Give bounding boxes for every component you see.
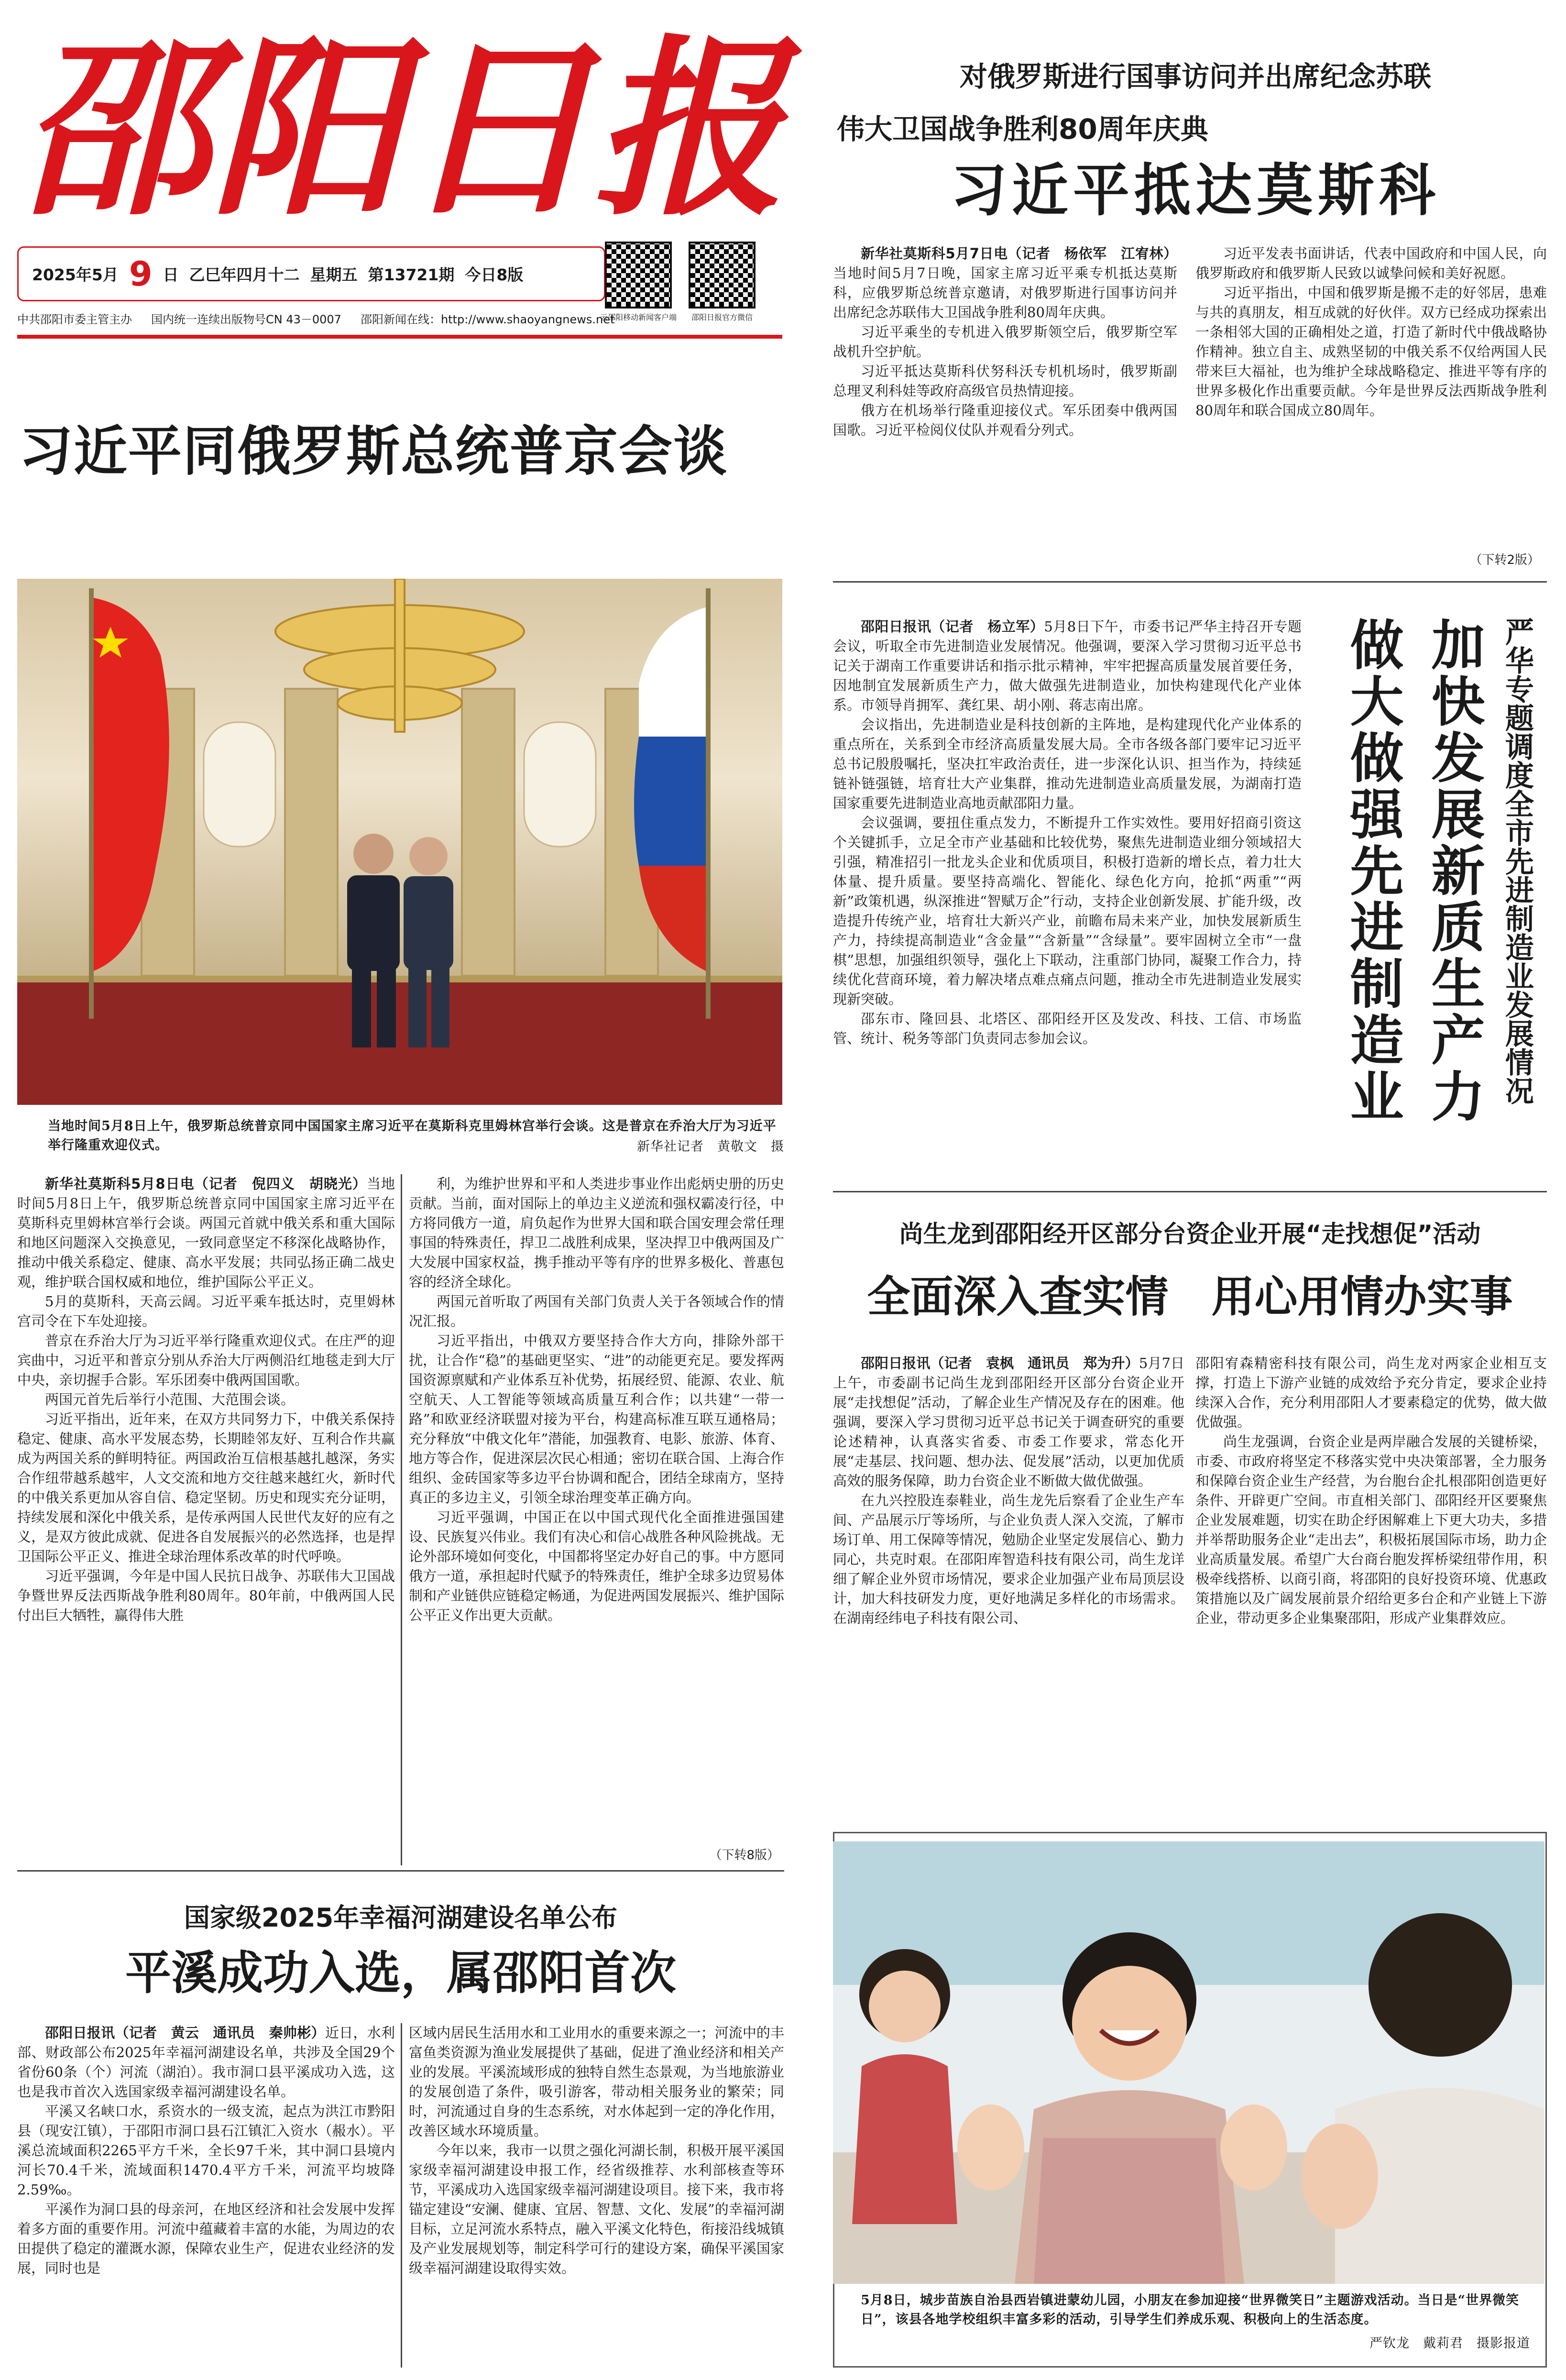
zone-kicker: 尚生龙到邵阳经开区部分台资企业开展“走找想促”活动: [899, 1220, 1481, 1248]
logo-char: 报: [593, 17, 784, 242]
talks-lead: 新华社莫斯科5月8日电（记者 倪四义 胡晓光）: [45, 1176, 367, 1192]
manufacturing-headline-2: 做大做强先进制造业: [1341, 617, 1404, 1125]
masthead-logo: [19, 17, 784, 242]
page-count: 今日8版: [465, 265, 524, 284]
talks-col-1: 新华社莫斯科5月8日电（记者 倪四义 胡晓光）当地时间5月8日上午，俄罗斯总统普京同中国国家主席习近平在莫斯科克里姆林宫举行会谈。两国元首就中俄关系和重大国际和地区问题深入交换意见，一致同意坚定不移深化战略协作，推动中俄关系稳定、健康、高水平发展；共同弘扬正确二战史观，维护联合国权威和地位，维护国际公平正义。 5月的莫斯科，天高云阔。习近平乘车抵达时，克里姆林宫司令在下车处迎接。 普京在乔治大厅为习近平举行隆重欢迎仪式。在庄严的迎宾曲中，习近平和普京分别从乔治大厅两侧沿红地毯走到大厅中央，亲切握手合影。军乐团奏中俄两国国歌。 两国元首先后举行小范围、大范围会谈。 习近平指出，近年来，在双方共同努力下，中俄关系保持稳定、健康、高水平发展态势，长期睦邻友好、互利合作共赢成为两国关系的鲜明特征。两国政治互信根基越扎越深，务实合作纽带越系越牢，人文交流和地方交往越来越红火，新时代的中俄关系更加从容自信、稳定坚韧。历史和现实充分证明，持续发展和深化中俄关系，是传承两国人民世代友好的应有之义，是双方彼此成就、促进各自发展振兴的必然选择，也是捍卫国际公平正义、推进全球治理体系改革的时代呼唤。 习近平强调，今年是中国人民抗日战争、苏联伟大卫国战争暨世界反法西斯战争胜利80周年。80年前，中俄两国人民付出巨大牺牲，赢得伟大胜: [17, 1176, 395, 1623]
manufacturing-subhead: 严华专题调度全市先进制造业发展情况: [1500, 617, 1534, 1105]
divider: [401, 2023, 402, 2368]
river-headline: 平溪成功入选，属邵阳首次: [125, 1946, 676, 2000]
qr-label: 邵阳日报官方微信: [691, 313, 753, 322]
talks-col-2: 利，为维护世界和平和人类进步事业作出彪炳史册的历史贡献。当前，面对国际上的单边主义逆流和强权霸凌行径，中方将同俄方一道，肩负起作为世界大国和联合国安理会常任理事国的特殊责任，捍卫二战胜利成果，坚决捍卫中俄两国及广大发展中国家权益，携手推动平等有序的世界多极化、普惠包容的经济全球化。 两国元首听取了两国有关部门负责人关于各领域合作的情况汇报。 习近平指出，中俄双方要坚持合作大方向，排除外部干扰，让合作“稳”的基础更坚实、“进”的动能更充足。要发挥两国资源禀赋和产业体系互补优势，拓展经贸、能源、农业、航空航天、人工智能等领域高质量互利合作；以共建“一带一路”和欧亚经济联盟对接为平台，构建高标准互联互通格局；充分释放“中俄文化年”潜能，加强教育、电影、旅游、体育、地方等合作，促进深层次民心相通；密切在联合国、上海合作组织、金砖国家等多边平台协调和配合，团结全球南方，坚持真正的多边主义，引领全球治理变革正确方向。 习近平强调，中国正在以中国式现代化全面推进强国建设、民族复兴伟业。我们有决心和信心战胜各种风险挑战。无论外部环境如何变化，中国都将坚定办好自己的事。中方愿同俄方一道，承担起时代赋予的特殊责任，维护全球多边贸易体制和产业链供应链稳定畅通，为促进两国发展振兴、维护国际公平正义作出更大贡献。: [409, 1176, 784, 1623]
divider: [17, 1870, 784, 1872]
website[interactable]: 邵阳新闻在线：http://www.shaoyangnews.net: [360, 313, 615, 326]
moscow-lead: 新华社莫斯科5月7日电（记者 杨依军 江宥林）: [861, 245, 1177, 262]
moscow-col-1: 新华社莫斯科5月7日电（记者 杨依军 江宥林）当地时间5月7日晚，国家主席习近平乘专机抵达莫斯科，应俄罗斯总统普京邀请，对俄罗斯进行国事访问并出席纪念苏联伟大卫国战争胜利80周年庆典。 习近平乘坐的专机进入俄罗斯领空后，俄罗斯空军战机升空护航。 习近平抵达莫斯科伏努科沃专机机场时，俄罗斯副总理叉利科娃等政府高级官员热情迎接。 俄方在机场举行隆重迎接仪式。军乐团奏中俄两国国歌。习近平检阅仪仗队并观看分列式。: [833, 245, 1177, 438]
talks-photo-credit: 新华社记者 黄敬文 摄: [637, 1139, 784, 1154]
publisher-line: [17, 310, 782, 327]
logo-char: 邵: [19, 17, 210, 242]
zone-lead: 邵阳日报讯（记者 袁枫 通讯员 郑为升）: [861, 1355, 1139, 1371]
manufacturing-body: 邵阳日报讯（记者 杨立军）5月8日下午，市委书记严华主持召开专题会议，听取全市先进制造业发展情况。他强调，要深入学习贯彻习近平总书记关于湖南工作重要讲话和指示批示精神，牢牢把握高质量发展首要任务，因地制宜发展新质生产力，做大做强先进制造业，加快构建现代化产业体系。市领导肖拥军、龚红果、胡小刚、蒋志南出席。 会议指出，先进制造业是科技创新的主阵地，是构建现代化产业体系的重点所在，关系到全市经济高质量发展大局。全市各级各部门要牢记习近平总书记殷殷嘱托，坚决扛牢政治责任，进一步深化认识、担当作为，持续延链补链强链，培育壮大产业集群，推动先进制造业高质量发展，为湖南打造国家重要先进制造业高地贡献邵阳力量。 会议强调，要扭住重点发力，不断提升工作实效性。要用好招商引资这个关键抓手，立足全市产业基础和比较优势，聚焦先进制造业细分领域招大引强，精准招引一批龙头企业和优质项目，积极打造新的增长点，着力壮大体量、提升质量。要坚持高端化、智能化、绿色化方向，抢抓“两重”“两新”政策机遇，纵深推进“智赋万企”行动，支持企业创新发展、扩能升级，改造提升传统产业，培育壮大新兴产业，前瞻布局未来产业，加快发展新质生产力，持续提高制造业“含金量”“含新量”“含绿量”。要牢固树立全市“一盘棋”思想，加强组织领导，强化上下联动，注重部门协同，凝聚工作合力，持续优化营商环境，着力解决堵点难点痛点问题，推动全市先进制造业发展实现新突破。 邵东市、隆回县、北塔区、邵阳经开区及发改、科技、工信、市场监管、统计、税务等部门负责同志参加会议。: [833, 618, 1302, 1047]
cn-number: 国内统一连续出版物号CN 43－0007: [151, 313, 341, 326]
date-prefix: 2025年5月: [32, 265, 119, 284]
date-day: 9: [129, 254, 153, 294]
divider: [833, 1191, 1547, 1192]
lunar-date: 乙巳年四月十二: [189, 265, 300, 284]
talks-photo-caption: 当地时间5月8日上午，俄罗斯总统普京同中国国家主席习近平在莫斯科克里姆林宫举行会谈。这是普京在乔治大厅为习近平举行隆重欢迎仪式。: [48, 1119, 777, 1153]
logo-char: 日: [402, 17, 593, 242]
manufacturing-lead: 邵阳日报讯（记者 杨立军）: [861, 618, 1044, 635]
divider: [401, 1174, 402, 1865]
kids-photo-credit: 严钦龙 戴莉君 摄影报道: [1369, 2336, 1530, 2351]
moscow-kicker-2: 伟大卫国战争胜利80周年庆典: [837, 113, 1208, 145]
moscow-col-2: 习近平发表书面讲话，代表中国政府和中国人民，向俄罗斯政府和俄罗斯人民致以诚挚问候和美好祝愿。 习近平指出，中国和俄罗斯是搬不走的好邻居，患难与共的真朋友，相互成就的好伙伴。双方已经成功探索出一条相邻大国的正确相处之道，打造了新时代中俄战略协作精神。独立自主、成熟坚韧的中俄关系不仅给两国人民带来巨大福祉，也为维护全球战略稳定、推进平等有序的世界多极化作出重要贡献。今年是世界反法西斯战争胜利80周年和联合国成立80周年。: [1195, 245, 1547, 419]
dateline: [17, 246, 605, 301]
zone-col-1: 邵阳日报讯（记者 袁枫 通讯员 郑为升）5月7日上午，市委副书记尚生龙到邵阳经开区部分台资企业开展“走找想促”活动，了解企业生产情况及存在的困难。他强调，要深入学习贯彻习近平总书记关于调查研究的重要论述精神，认真落实省委、市委工作要求，常态化开展“走基层、找问题、想办法、促发展”活动，以更加优质高效的服务保障，助力台资企业不断做大做优做强。 在九兴控股连泰鞋业，尚生龙先后察看了企业生产车间、产品展示厅等场所，与企业负责人深入交流，了解市场订单、用工保障等情况，勉励企业坚定发展信心、勤力同心，共克时艰。在邵阳库智造科技有限公司，尚生龙详细了解企业外贸市场情况，要求企业加强产业布局顶层设计，加大科技研发力度，更好地满足多样化的市场需求。在湖南经纬电子科技有限公司、: [833, 1355, 1184, 1626]
river-kicker: 国家级2025年幸福河湖建设名单公布: [184, 1903, 618, 1933]
moscow-continued: （下转2版）: [1469, 553, 1540, 567]
zone-headline: 全面深入查实情 用心用情办实事: [867, 1271, 1513, 1322]
publisher: 中共邵阳市委主管主办: [17, 313, 132, 326]
divider: [833, 581, 1547, 583]
kremlin-hall-image: [17, 579, 782, 1105]
moscow-headline: 习近平抵达莫斯科: [950, 157, 1440, 223]
talks-continued: （下转8版）: [709, 1848, 779, 1862]
river-lead: 邵阳日报讯（记者 黄云 通讯员 秦帅彬）: [45, 2025, 325, 2041]
logo-char: 阳: [210, 17, 402, 242]
qr-code-icon[interactable]: [605, 242, 672, 309]
river-col-1: 邵阳日报讯（记者 黄云 通讯员 秦帅彬）近日，水利部、财政部公布2025年幸福河湖建设名单，共涉及全国29个省份60条（个）河流（湖泊）。我市洞口县平溪成功入选，这也是我市首次入选国家级幸福河湖建设名单。 平溪又名峡口水，系资水的一级支流，起点为洪江市黔阳县（现安江镇），于邵阳市洞口县石江镇汇入资水（赧水）。平溪总流域面积2265平方千米，全长97千米，其中洞口县境内河长70.4千米，流域面积1470.4平方千米，河流平均坡降2.59‰。 平溪作为洞口县的母亲河，在地区经济和社会发展中发挥着多方面的重要作用。河流中蕴藏着丰富的水能，为周边的农田提供了稳定的灌溉水源，保障农业生产，促进农业经济的发展，同时也是: [17, 2025, 395, 2276]
date-suffix: 日: [163, 265, 179, 284]
kids-photo-caption: 5月8日，城步苗族自治县西岩镇进蒙幼儿园，小朋友在参加迎接“世界微笑日”主题游戏活动。当日是“世界微笑日”，该县各地学校组织丰富多彩的活动，引导学生们养成乐观、积极向上的生活态度。: [861, 2293, 1520, 2327]
kids-photo: [833, 1841, 1544, 2284]
qr-label: 云邵阳移动新闻客户端: [600, 313, 677, 322]
qr-code-icon[interactable]: [689, 242, 756, 309]
weekday: 星期五: [310, 265, 358, 284]
issue-number: 第13721期: [368, 265, 455, 284]
manufacturing-headline-1: 加快发展新质生产力: [1423, 617, 1485, 1125]
zone-col-2: 邵阳宥森精密科技有限公司，尚生龙对两家企业相互支撑，打造上下游产业链的成效给予充分肯定，要求企业持续深入合作，充分利用邵阳人才要素稳定的优势，做大做优做强。 尚生龙强调，台资企业是两岸融合发展的关键桥梁，市委、市政府将坚定不移落实党中央决策部署，全力服务和保障台资企业生产经营，为台胞台企扎根邵阳创造更好条件、开辟更广空间。市直相关部门、邵阳经开区要聚焦企业发展难题，切实在助企纾困解难上下更大功夫，多措并举帮助服务企业“走出去”，积极拓展国际市场，助力企业高质量发展。希望广大台商台胞发挥桥梁纽带作用，积极牵线搭桥、以商引商，将邵阳的良好投资环境、优惠政策措施以及广阔发展前景介绍给更多台企和产业链上下游企业，带动更多企业集聚邵阳，形成产业集群效应。: [1195, 1355, 1547, 1626]
river-col-2: 区域内居民生活用水和工业用水的重要来源之一；河流中的丰富鱼类资源为渔业发展提供了基础，促进了渔业经济和相关产业的发展。平溪流域形成的独特自然生态景观，为当地旅游业的发展创造了条件，吸引游客，带动相关服务业的繁荣；同时，河流通过自身的生态系统，对水体起到一定的净化作用，改善区域水环境质量。 今年以来，我市一以贯之强化河湖长制，积极开展平溪国家级幸福河湖建设申报工作，经省级推荐、水利部核查等环节，平溪成功入选国家级幸福河湖建设项目。接下来，我市将锚定建设“安澜、健康、宜居、智慧、文化、发展”的幸福河湖目标，立足河流水系特点，融入平溪文化特色，衔接沿线城镇及产业发展规划等，制定科学可行的建设方案，确保平溪国家级幸福河湖建设取得实效。: [409, 2025, 784, 2276]
talks-photo: [17, 579, 782, 1105]
masthead-rule: [17, 335, 782, 339]
moscow-kicker-1: 对俄罗斯进行国事访问并出席纪念苏联: [959, 60, 1431, 93]
kindergarten-image: [833, 1841, 1544, 2284]
talks-headline: 习近平同俄罗斯总统普京会谈: [19, 420, 728, 483]
